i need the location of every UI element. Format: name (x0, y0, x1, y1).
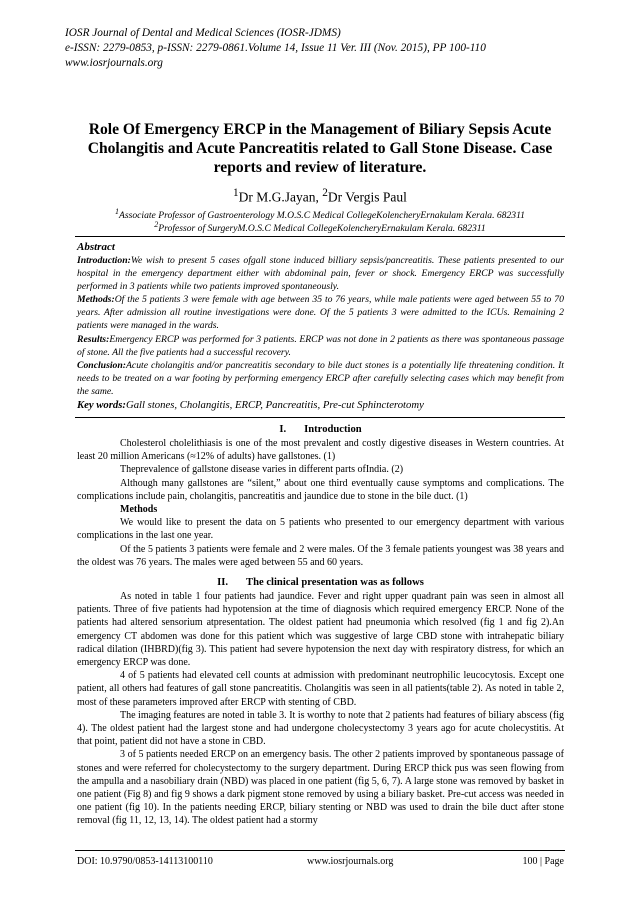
section-number: II. (217, 577, 229, 589)
abstract-introduction-text: We wish to present 5 cases ofgall stone induced billiary sepsis/pancreatitis. These patients presented to our hospital in the emergency department either with abdominal pain, fever or shock. Emergency ERCP was successfully performed in 3 patients while two patients improved spontaneously. (77, 255, 564, 293)
abstract-results-label: Results: (77, 333, 110, 345)
paragraph: Of the 5 patients 3 patients were female and 2 were males. Of the 3 female patients youngest was 38 years and the oldest was 76 years. The males were aged between 55 and 60 years. (77, 543, 564, 568)
affiliation1-superscript: 1 (115, 207, 120, 216)
paragraph: Although many gallstones are “silent,” about one third eventually cause symptoms and complications. The complications include pain, cholangitis, pancreatitis and jaundice due to stone in the bile duct. (1) (77, 477, 564, 502)
paragraph: As noted in table 1 four patients had jaundice. Fever and right upper quadrant pain was seen in almost all patients. Three of five patients had hypotension at the time of diagnosis which required emergency ERCP. None of the patients had altered sensorium atpresentation. The oldest patient had pneumonia which resolved (fig 1 and fig 2).An emergency CT abdomen was done for this patient which was suggestive of large CBD stone with intrahepatic biliary radical dilation (IHBRD)(fig 3). This patient had severe hypotension the next day with respiratory distress, for which an emergency ERCP was done. (77, 591, 564, 669)
abstract-methods-text: Of the 5 patients 3 were female with age between 35 to 76 years, while male patients were aged between 55 to 70 years. After admission all routine investigations were done. Of the 5 patients 3 were admitted to the ICUs. Remaining 2 patients were managed in the wards. (77, 294, 564, 332)
section-heading-clinical-presentation (77, 575, 564, 590)
abstract-conclusion-label: Conclusion: (77, 359, 126, 371)
section-number: I. (279, 424, 287, 435)
abstract-methods (77, 293, 564, 332)
affiliation1-text: Associate Professor of Gastroenterology M.O.S.C Medical CollegeKolencheryErnakulam Kerala. 682311 (119, 210, 525, 222)
abstract-results-text: Emergency ERCP was performed for 3 patients. ERCP was not done in 2 patients as there was spontaneous passage of stone. All the five patients had a successful recovery. (77, 333, 564, 358)
journal-header (65, 26, 585, 71)
abstract-methods-label: Methods: (77, 294, 115, 306)
paragraph: Cholesterol cholelithiasis is one of the most prevalent and costly digestive diseases in Western countries. At least 20 million Americans (≈12% of adults) have gallstones. (1) (77, 438, 564, 463)
affiliation2-text: Professor of SurgeryM.O.S.C Medical CollegeKolencheryErnakulam Kerala. 682311 (158, 223, 486, 235)
section-heading-introduction (77, 422, 564, 437)
abstract-block (77, 240, 564, 412)
author2-superscript: 2 (322, 187, 328, 199)
section-title: Introduction (304, 424, 362, 435)
subsection-heading-methods: Methods (120, 504, 158, 516)
abstract-bottom-rule (75, 417, 565, 418)
abstract-top-rule (75, 236, 565, 237)
abstract-conclusion-text: Acute cholangitis and/or pancreatitis secondary to bile duct stones is a potentially life threatening condition. It needs to be treated on a war footing by performing emergency ERCP after carefully selecting cases which may benefit from the same. (77, 359, 564, 397)
abstract-introduction (77, 254, 564, 293)
article-title: Role Of Emergency ERCP in the Management of Biliary Sepsis Acute Cholangitis and Acute Pancreatitis related to Gall Stone Disease. Case reports and review of literature. (87, 121, 553, 176)
keywords-label: Key words: (77, 399, 126, 412)
abstract-introduction-label: Introduction: (77, 255, 131, 266)
journal-website: www.iosrjournals.org (65, 57, 163, 69)
keywords-text: Gall stones, Cholangitis, ERCP, Pancreatitis, Pre-cut Sphincterotomy (125, 399, 424, 412)
footer-page-number: 100 | Page (522, 856, 564, 867)
abstract-heading: Abstract (77, 241, 115, 253)
footer-rule (75, 850, 565, 851)
article-body (77, 422, 564, 828)
author2-name: Dr Vergis Paul (327, 189, 407, 205)
author1-name: Dr M.G.Jayan, (238, 189, 323, 205)
affiliation-2 (60, 219, 580, 235)
paragraph: 4 of 5 patients had elevated cell counts at admission with predominant neutrophilic leucocytosis. Except one patient, all others had features of gall stone pancreatitis. Cholangitis was seen in all patients(table 2). As noted in table 2, most of these parameters improved after ERCP with stenting of CBD. (77, 670, 564, 708)
paragraph: We would like to present the data on 5 patients who presented to our emergency department with various complications in the last one year. (77, 517, 564, 542)
affiliation2-superscript: 2 (154, 220, 159, 229)
abstract-conclusion (77, 359, 564, 398)
paragraph: Theprevalence of gallstone disease varies in different parts ofIndia. (2) (120, 464, 404, 476)
author-line (60, 185, 580, 206)
paragraph: 3 of 5 patients needed ERCP on an emergency basis. The other 2 patients improved by spontaneous passage of stones and were referred for cholecystectomy to the surgery department. During ERCP thick pus was seen flowing from the ampulla and a nasobiliary drain (NBD) was placed in one patient (fig 5, 6, 7). A large stone was removed by basket in one patient (Fig 8) and fig 9 shows a dark pigment stone removed by using a biliary basket. Pre-cut access was needed in one patient (fig 10). In the patients needing ERCP, biliary stenting or NBD was used to drain the bile duct after stone removal (fig 11, 12, 13, 14). The oldest patient had a stormy (77, 749, 564, 827)
author1-superscript: 1 (233, 187, 239, 199)
footer-website: www.iosrjournals.org (307, 856, 394, 867)
issn-line: e-ISSN: 2279-0853, p-ISSN: 2279-0861.Volume 14, Issue 11 Ver. III (Nov. 2015), PP 100-110 (65, 42, 486, 54)
abstract-results (77, 333, 564, 359)
section-title: The clinical presentation was as follows (246, 577, 424, 589)
paragraph: The imaging features are noted in table 3. It is worthy to note that 2 patients had features of biliary abscess (fig 4). The oldest patient had the largest stone and had undergone cholecystectomy 3 years ago for acute cholecystitis. At that point, patient did not have a stone in CBD. (77, 709, 564, 748)
keywords (77, 398, 564, 412)
footer-doi: DOI: 10.9790/0853-14113100110 (77, 856, 213, 867)
journal-name: IOSR Journal of Dental and Medical Sciences (IOSR-JDMS) (65, 27, 341, 39)
